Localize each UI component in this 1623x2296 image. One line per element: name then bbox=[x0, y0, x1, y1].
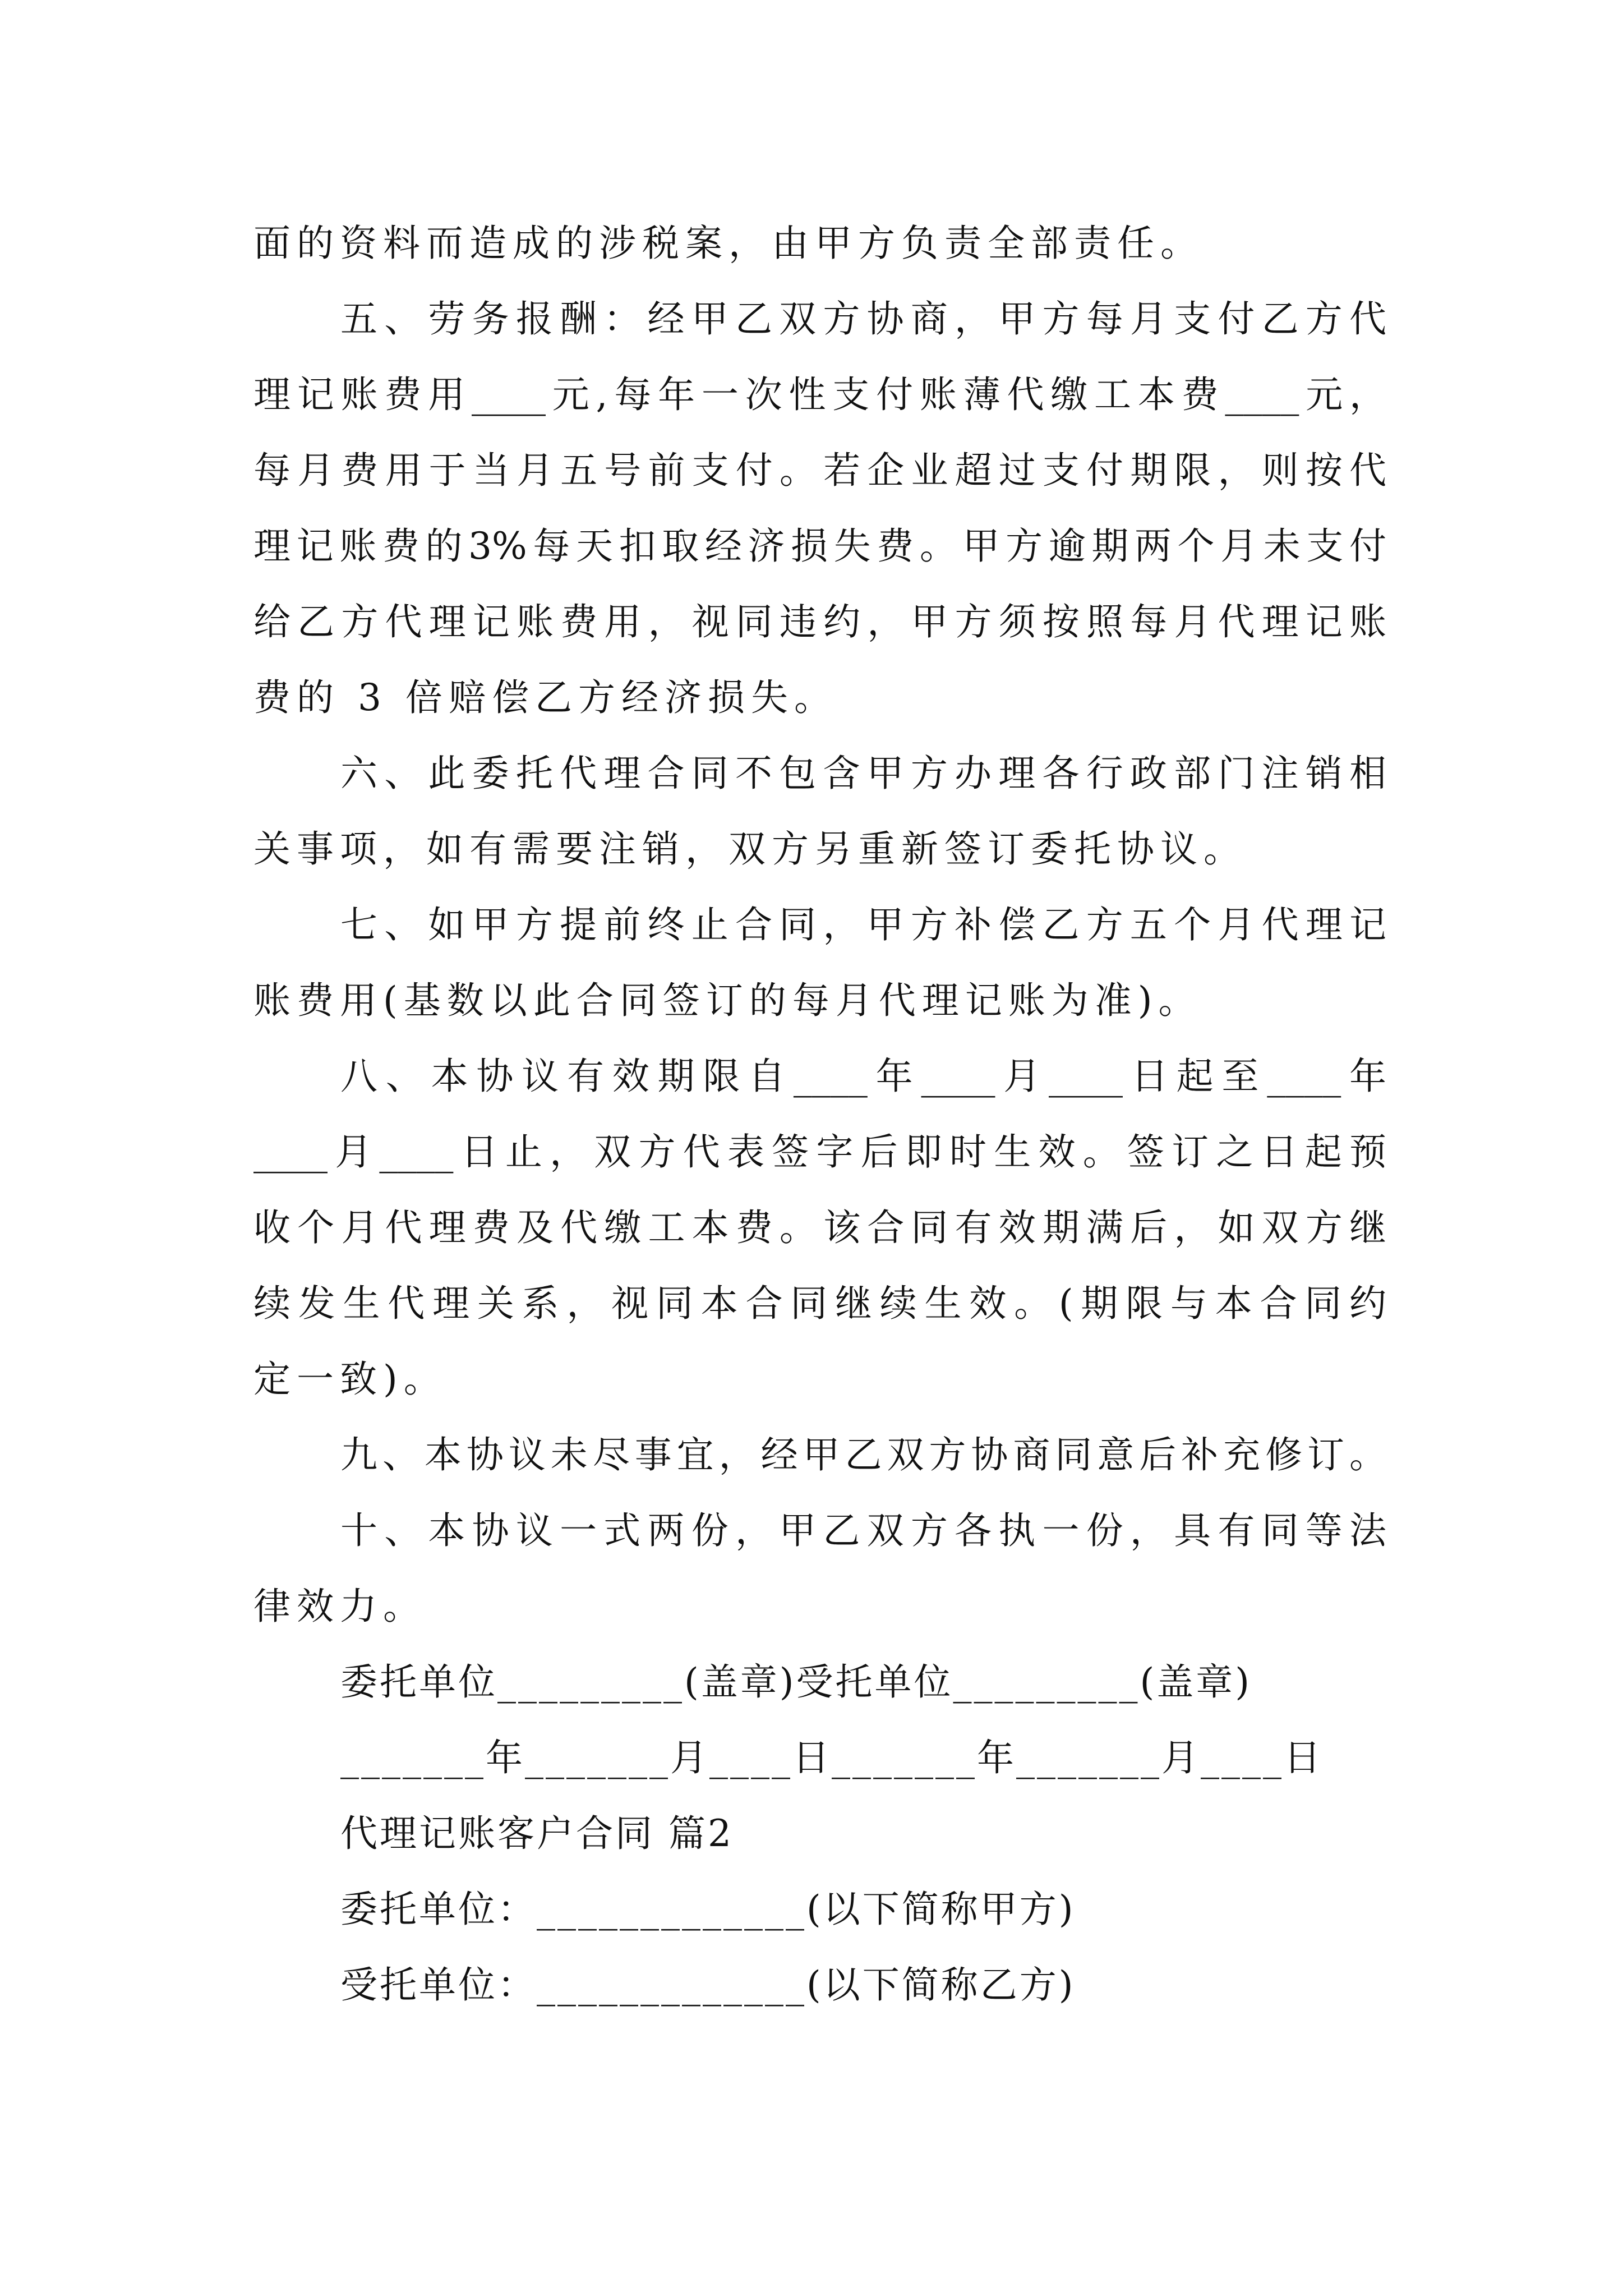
text-line-9: 关事项，如有需要注销，双方另重新签订委托协议。 bbox=[253, 827, 1247, 871]
text-line-17: 九、本协议未尽事宜，经甲乙双方协商同意后补充修订。 bbox=[340, 1433, 1386, 1476]
section-heading: 代理记账客户合同 篇2 bbox=[340, 1812, 734, 1855]
text-line-4: 每月费用于当月五号前支付。若企业超过支付期限，则按代 bbox=[253, 449, 1386, 492]
text-line-14: 收个月代理费及代缴工本费。该合同有效期满后，如双方继 bbox=[253, 1206, 1386, 1249]
agent-party-line: 受托单位：_____________(以下简称乙方) bbox=[340, 1963, 1076, 2007]
text-line-3: 理记账费用____元,每年一次性支付账薄代缴工本费____元， bbox=[253, 373, 1386, 416]
text-line-5: 理记账费的3%每天扣取经济损失费。甲方逾期两个月未支付 bbox=[253, 524, 1386, 568]
text-line-18: 十、本协议一式两份，甲乙双方各执一份，具有同等法 bbox=[340, 1509, 1386, 1552]
text-line-7: 费的 3 倍赔偿乙方经济损失。 bbox=[253, 676, 837, 719]
text-line-16: 定一致)。 bbox=[253, 1358, 447, 1401]
text-line-6: 给乙方代理记账费用，视同违约，甲方须按照每月代理记账 bbox=[253, 600, 1386, 643]
client-party-line: 委托单位：_____________(以下简称甲方) bbox=[340, 1888, 1076, 1931]
text-line-12: 八、本协议有效期限自____年____月____日起至____年 bbox=[340, 1055, 1386, 1098]
text-line-11: 账费用(基数以此合同签订的每月代理记账为准)。 bbox=[253, 979, 1202, 1022]
text-line-2: 五、劳务报酬：经甲乙双方协商，甲方每月支付乙方代 bbox=[340, 297, 1386, 341]
text-line-19: 律效力。 bbox=[253, 1585, 426, 1628]
text-line-8: 六、此委托代理合同不包含甲方办理各行政部门注销相 bbox=[340, 752, 1386, 795]
signature-unit-line: 委托单位_________(盖章)受托单位_________(盖章) bbox=[340, 1660, 1252, 1704]
text-line-13: ____月____日止，双方代表签字后即时生效。签订之日起预 bbox=[253, 1130, 1386, 1174]
text-line-10: 七、如甲方提前终止合同，甲方补偿乙方五个月代理记 bbox=[340, 903, 1386, 946]
text-line-15: 续发生代理关系，视同本合同继续生效。(期限与本合同约 bbox=[253, 1282, 1386, 1325]
text-line-1: 面的资料而造成的涉税案，由甲方负责全部责任。 bbox=[253, 222, 1204, 265]
signature-date-line: _______年_______月____日_______年_______月____日 bbox=[340, 1736, 1323, 1779]
